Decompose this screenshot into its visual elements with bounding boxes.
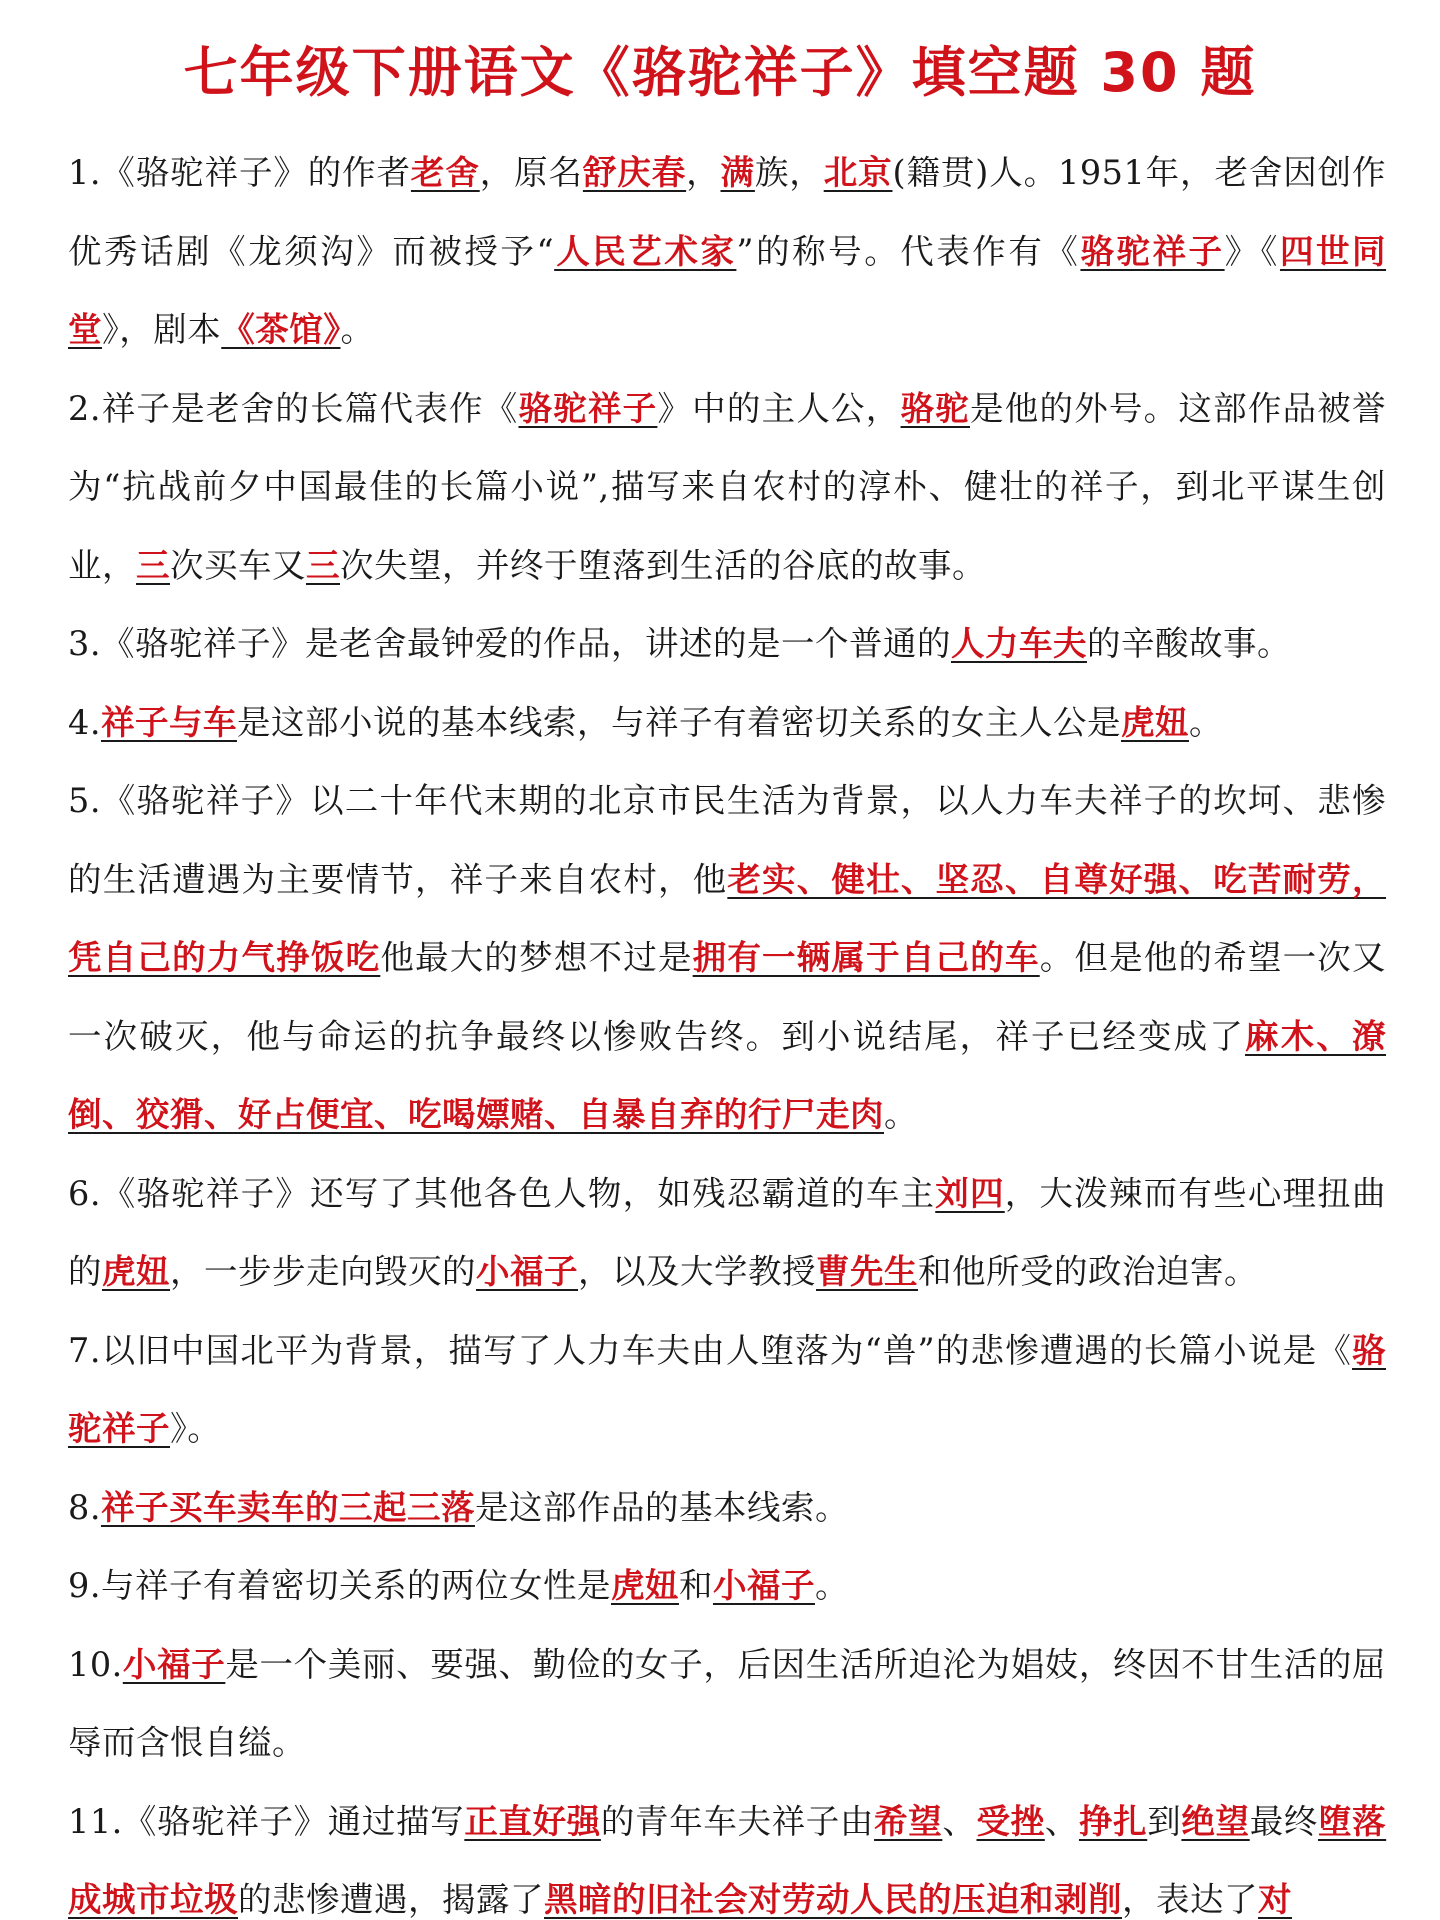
- answer-text: 人民艺术家: [554, 231, 737, 271]
- question-text: 》。: [170, 1409, 222, 1448]
- question-text: ，表达了: [1122, 1880, 1258, 1919]
- question-text: 。: [340, 310, 375, 349]
- question-text: 的青年车夫祥子由: [600, 1801, 875, 1841]
- question-text: 。: [814, 1566, 849, 1605]
- question-item: [68, 134, 1386, 370]
- page-title: 七年级下册语文《骆驼祥子》填空题 30 题: [183, 41, 1257, 104]
- question-text: 族，: [754, 153, 824, 192]
- answer-text: 骆驼祥子: [68, 1330, 1386, 1448]
- question-text: 。: [884, 1095, 918, 1134]
- question-item: [68, 1626, 1386, 1783]
- question-item: [68, 370, 1386, 606]
- answer-text: 小福子: [122, 1644, 226, 1684]
- question-item: [68, 1783, 1386, 1920]
- answer-text: 拥有一辆属于自己的车: [692, 938, 1040, 977]
- answer-text: 三: [306, 545, 340, 585]
- answer-text: 《茶馆》: [221, 310, 341, 349]
- answer-text: 小福子: [712, 1566, 815, 1605]
- question-text: 9.与祥子有着密切关系的两位女性是: [68, 1566, 611, 1605]
- answer-text: 北京: [823, 153, 893, 192]
- question-text: 。但是他的希望一次又一次破灭，他与命运的抗争最终以惨败告终。到小说结尾，祥子已经变成了: [68, 938, 1387, 1056]
- answer-text: 曹先生: [816, 1252, 918, 1291]
- question-text: ，大泼辣而有些心理扭曲的: [68, 1173, 1387, 1291]
- question-text: 的辛酸故事。: [1086, 624, 1291, 663]
- answer-text: 正直好强: [464, 1801, 601, 1841]
- question-text: 4.: [68, 702, 101, 742]
- question-text: 》中的主人公，: [657, 388, 901, 428]
- question-item: [68, 684, 1386, 763]
- question-text: ”的称号。代表作有《: [736, 231, 1081, 271]
- answer-text: 刘四: [935, 1173, 1005, 1213]
- answer-text: 祥子与车: [100, 702, 237, 742]
- answer-text: 受挫: [976, 1801, 1045, 1841]
- answer-text: 老舍: [410, 153, 480, 192]
- question-text: ，原名: [479, 153, 583, 192]
- answer-text: 满: [720, 153, 755, 192]
- question-text: 、: [942, 1801, 977, 1841]
- question-item: [68, 762, 1386, 1155]
- answer-text: 虎妞: [102, 1252, 170, 1291]
- question-list: [68, 134, 1386, 1920]
- answer-text: 小福子: [476, 1252, 578, 1291]
- question-text: 6.《骆驼祥子》还写了其他各色人物，如残忍霸道的车主: [68, 1173, 936, 1213]
- question-text: 是他的外号。这部作品被誉为“抗战前夕中国最佳的长篇小说”,描写来自农村的淳朴、健壮的祥子，到北平谋生创业，: [68, 388, 1387, 585]
- question-text: 是这部小说的基本线索，与祥子有着密切关系的女主人公是: [236, 702, 1121, 742]
- question-text: 1.《骆驼祥子》的作者: [68, 153, 411, 192]
- answer-text: 骆驼祥子: [518, 388, 658, 428]
- answer-text: 舒庆春: [582, 153, 687, 192]
- question-text: 、: [1044, 1801, 1079, 1841]
- question-text: 是一个美丽、要强、勤俭的女子，后因生活所迫沦为娼妓，终因不甘生活的屈辱而含恨自缢。: [68, 1644, 1387, 1762]
- question-text: 次失望，并终于堕落到生活的谷底的故事。: [340, 545, 986, 585]
- question-text: ，: [686, 153, 721, 192]
- question-item: [68, 1547, 1386, 1626]
- answer-text: 希望: [874, 1801, 943, 1841]
- question-text: 和他所受的政治迫害。: [918, 1252, 1258, 1291]
- answer-text: 黑暗的旧社会对劳动人民的压迫和剥削: [544, 1880, 1122, 1919]
- answer-text: 绝望: [1181, 1801, 1250, 1841]
- answer-text: 麻木、潦倒、狡猾、好占便宜、吃喝嫖赌、自暴自弃的行尸走肉: [68, 1016, 1387, 1134]
- question-text: (籍贯)人。1951年，老舍因创作优秀话剧《龙须沟》而被授予“: [68, 153, 1387, 271]
- answer-text: 人力车夫: [950, 624, 1087, 663]
- question-item: [68, 1469, 1386, 1548]
- question-text: 。: [1188, 702, 1223, 742]
- answer-text: 对: [1258, 1880, 1292, 1919]
- question-item: [68, 605, 1386, 684]
- answer-text: 骆驼: [900, 388, 970, 428]
- question-text: 7.以旧中国北平为背景，描写了人力车夫由人堕落为“兽”的悲惨遭遇的长篇小说是《: [68, 1330, 1352, 1370]
- question-item: [68, 1155, 1386, 1312]
- question-text: 》，剧本: [102, 310, 222, 349]
- answer-text: 四世同堂: [68, 231, 1387, 349]
- question-item: [68, 1312, 1386, 1469]
- answer-text: 虎妞: [610, 1566, 679, 1605]
- question-text: 10.: [68, 1644, 123, 1684]
- answer-text: 老实、健壮、坚忍、自尊好强、吃苦耐劳，凭自己的力气挣饭吃: [68, 859, 1387, 977]
- answer-text: 堕落成城市垃圾: [68, 1801, 1387, 1919]
- question-text: 5.《骆驼祥子》以二十年代末期的北京市民生活为背景，以人力车夫祥子的坎坷、悲惨的生活遭遇为主要情节，祥子来自农村，他: [68, 781, 1386, 899]
- question-text: 和: [678, 1566, 713, 1605]
- question-text: 11.《骆驼祥子》通过描写: [68, 1801, 465, 1841]
- answer-text: 祥子买车卖车的三起三落: [100, 1487, 475, 1527]
- question-text: 次买车又: [170, 545, 306, 585]
- question-text: 3.《骆驼祥子》是老舍最钟爱的作品，讲述的是一个普通的: [68, 624, 951, 663]
- question-text: 他最大的梦想不过是: [380, 938, 693, 977]
- answer-text: 三: [136, 545, 170, 585]
- answer-text: 挣扎: [1078, 1801, 1148, 1841]
- answer-text: 骆驼祥子: [1080, 231, 1225, 271]
- question-text: 》《: [1224, 231, 1280, 271]
- question-text: 是这部作品的基本线索。: [474, 1487, 849, 1527]
- question-text: 最终: [1249, 1801, 1318, 1841]
- answer-text: 虎妞: [1120, 702, 1189, 742]
- question-text: 2.祥子是老舍的长篇代表作《: [68, 388, 519, 428]
- question-text: 8.: [68, 1487, 101, 1527]
- question-text: ，以及大学教授: [578, 1252, 816, 1291]
- question-text: ，一步步走向毁灭的: [170, 1252, 476, 1291]
- question-text: 的悲惨遭遇，揭露了: [238, 1880, 544, 1919]
- question-text: 到: [1147, 1801, 1182, 1841]
